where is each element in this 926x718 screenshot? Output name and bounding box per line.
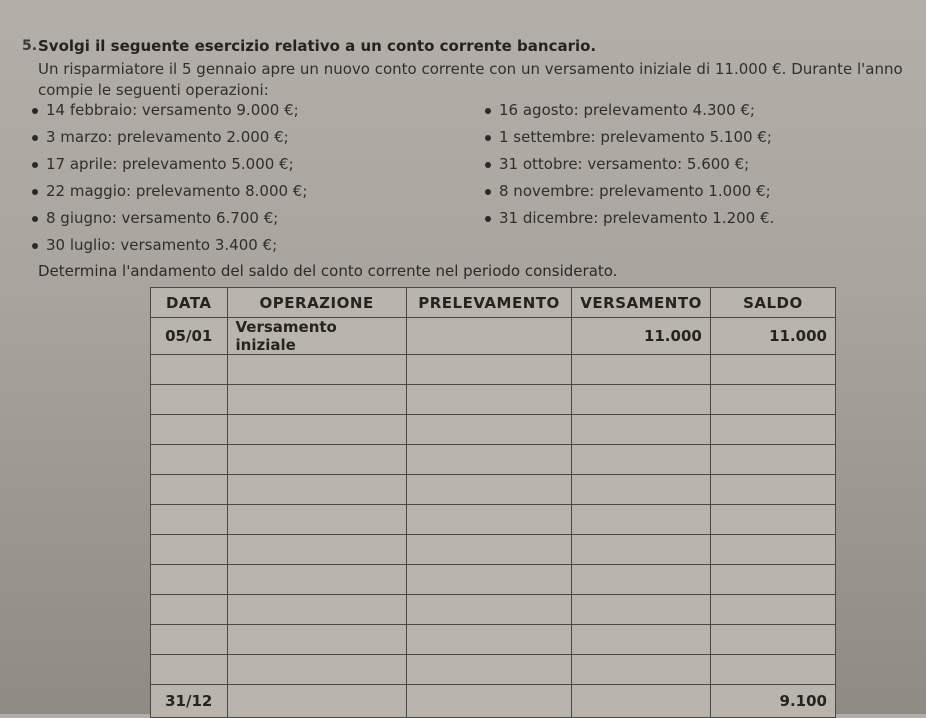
empty-cell — [406, 475, 572, 505]
cell-saldo: 11.000 — [710, 318, 835, 355]
empty-cell — [710, 535, 835, 565]
empty-cell — [406, 415, 572, 445]
empty-cell — [710, 505, 835, 535]
empty-cell — [572, 355, 711, 385]
table-row — [151, 385, 836, 415]
header-data: DATA — [151, 288, 228, 318]
table-header-row — [151, 288, 836, 318]
empty-cell — [406, 655, 572, 685]
cell-operazione — [227, 685, 406, 718]
exercise-intro: Un risparmiatore il 5 gennaio apre un nuovo conto corrente con un versamento iniziale di 11.000 €. Durante l'anno compie le seguenti operazioni: — [38, 60, 903, 99]
cell-data: 31/12 — [151, 685, 228, 718]
empty-cell — [710, 385, 835, 415]
empty-cell — [151, 535, 228, 565]
operation-item: 8 giugno: versamento 6.700 €; — [30, 205, 307, 232]
empty-cell — [710, 595, 835, 625]
header-versamento: VERSAMENTO — [572, 288, 711, 318]
operation-item: 16 agosto: prelevamento 4.300 €; — [483, 97, 774, 124]
empty-cell — [227, 655, 406, 685]
empty-cell — [710, 655, 835, 685]
table-row — [151, 565, 836, 595]
empty-cell — [710, 565, 835, 595]
cell-data: 05/01 — [151, 318, 228, 355]
balance-table — [150, 287, 836, 718]
empty-cell — [227, 535, 406, 565]
empty-cell — [151, 655, 228, 685]
operation-item: 22 maggio: prelevamento 8.000 €; — [30, 178, 307, 205]
empty-cell — [572, 535, 711, 565]
cell-versamento: 11.000 — [572, 318, 711, 355]
operation-item: 1 settembre: prelevamento 5.100 €; — [483, 124, 774, 151]
empty-cell — [227, 385, 406, 415]
empty-cell — [710, 355, 835, 385]
empty-cell — [572, 655, 711, 685]
table-row — [151, 595, 836, 625]
table-row — [151, 415, 836, 445]
empty-cell — [227, 355, 406, 385]
empty-cell — [710, 625, 835, 655]
empty-cell — [151, 595, 228, 625]
cell-operazione: Versamento iniziale — [227, 318, 406, 355]
operations-list-right — [483, 97, 774, 232]
exercise-number: 5. — [22, 38, 38, 54]
empty-cell — [227, 475, 406, 505]
table-row — [151, 475, 836, 505]
empty-cell — [406, 445, 572, 475]
operation-item: 31 dicembre: prelevamento 1.200 €. — [483, 205, 774, 232]
exercise-title: Svolgi il seguente esercizio relativo a un conto corrente bancario. — [38, 37, 597, 55]
table-row — [151, 505, 836, 535]
empty-cell — [406, 625, 572, 655]
operation-item: 8 novembre: prelevamento 1.000 €; — [483, 178, 774, 205]
empty-cell — [710, 475, 835, 505]
table-row — [151, 685, 836, 718]
empty-cell — [572, 385, 711, 415]
operation-item: 31 ottobre: versamento: 5.600 €; — [483, 151, 774, 178]
table-row — [151, 625, 836, 655]
empty-cell — [710, 415, 835, 445]
empty-cell — [406, 535, 572, 565]
empty-cell — [151, 385, 228, 415]
empty-cell — [227, 625, 406, 655]
operation-item: 17 aprile: prelevamento 5.000 €; — [30, 151, 307, 178]
empty-cell — [227, 565, 406, 595]
empty-cell — [151, 565, 228, 595]
header-prelevamento: PRELEVAMENTO — [406, 288, 572, 318]
empty-cell — [151, 505, 228, 535]
empty-cell — [227, 415, 406, 445]
empty-cell — [151, 445, 228, 475]
empty-cell — [572, 565, 711, 595]
table-row — [151, 655, 836, 685]
empty-cell — [227, 445, 406, 475]
empty-cell — [406, 595, 572, 625]
empty-cell — [406, 355, 572, 385]
empty-cell — [227, 505, 406, 535]
header-operazione: OPERAZIONE — [227, 288, 406, 318]
cell-saldo: 9.100 — [710, 685, 835, 718]
cell-prelevamento — [406, 685, 572, 718]
empty-cell — [227, 595, 406, 625]
empty-cell — [572, 415, 711, 445]
empty-cell — [406, 565, 572, 595]
table-row — [151, 535, 836, 565]
operation-item: 14 febbraio: versamento 9.000 €; — [30, 97, 307, 124]
empty-cell — [406, 505, 572, 535]
empty-cell — [572, 625, 711, 655]
empty-cell — [151, 625, 228, 655]
table-row — [151, 445, 836, 475]
exercise-question: Determina l'andamento del saldo del conto corrente nel periodo considerato. — [38, 262, 618, 280]
header-saldo: SALDO — [710, 288, 835, 318]
empty-cell — [151, 355, 228, 385]
empty-cell — [572, 445, 711, 475]
empty-cell — [572, 475, 711, 505]
table-row — [151, 318, 836, 355]
empty-cell — [710, 445, 835, 475]
empty-cell — [406, 385, 572, 415]
empty-cell — [151, 415, 228, 445]
cell-prelevamento — [406, 318, 572, 355]
cell-versamento — [572, 685, 711, 718]
table-row — [151, 355, 836, 385]
operation-item: 30 luglio: versamento 3.400 €; — [30, 232, 307, 259]
empty-cell — [151, 475, 228, 505]
empty-cell — [572, 595, 711, 625]
operation-item: 3 marzo: prelevamento 2.000 €; — [30, 124, 307, 151]
empty-cell — [572, 505, 711, 535]
operations-list-left — [30, 97, 307, 259]
